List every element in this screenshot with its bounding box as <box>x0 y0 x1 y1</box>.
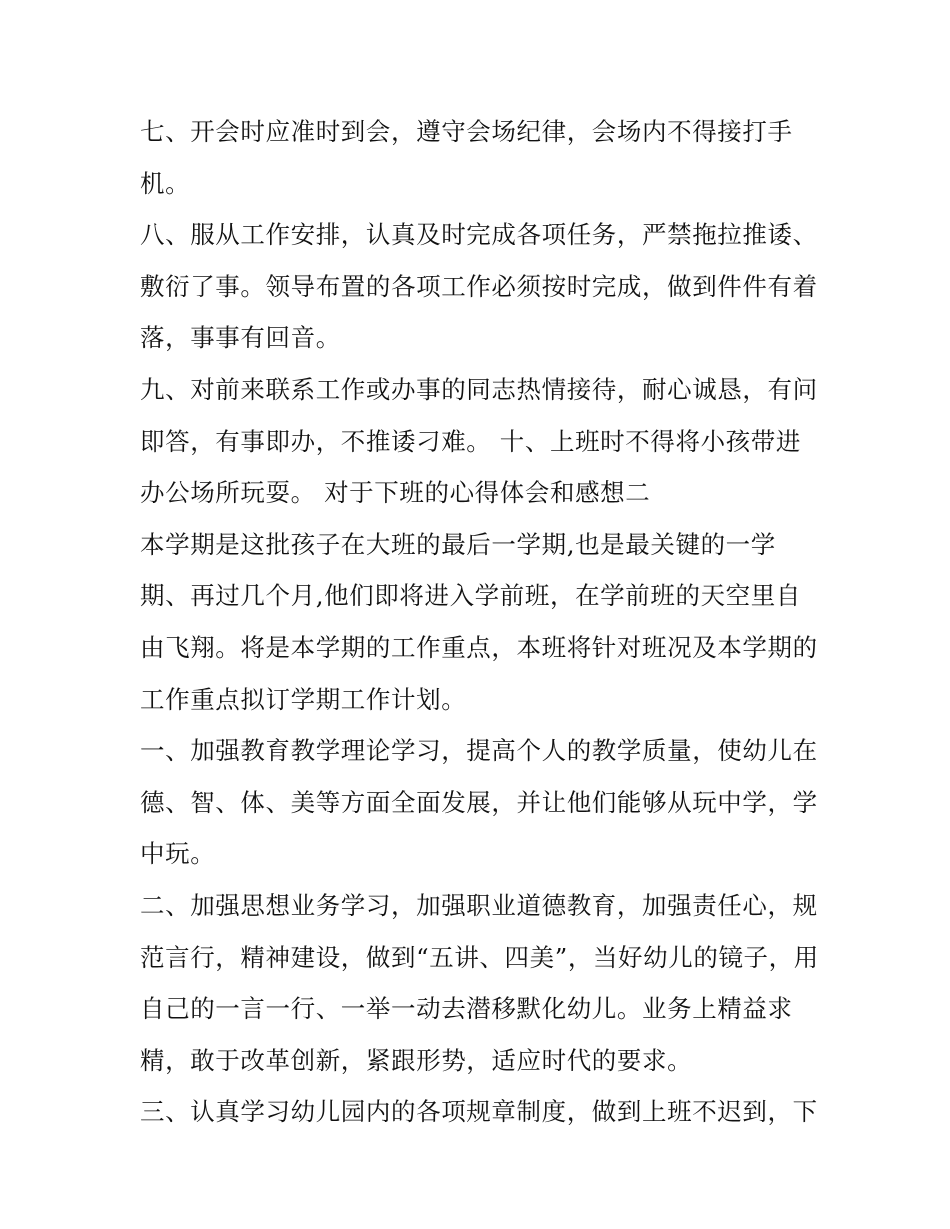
document-body <box>140 106 820 1138</box>
text-line: 九、对前来联系工作或办事的同志热情接待，耐心诚恳，有问 <box>140 374 818 404</box>
text-line: 自己的一言一行、一举一动去潜移默化幼儿。业务上精益求 <box>140 994 793 1024</box>
text-line: 期、再过几个月,他们即将进入学前班，在学前班的天空里自 <box>140 581 801 611</box>
text-line: 三、认真学习幼儿园内的各项规章制度，做到上班不迟到，下 <box>140 1097 818 1127</box>
text-line: 由飞翔。将是本学期的工作重点，本班将针对班况及本学期的 <box>140 632 818 662</box>
text-line: 一、加强教育教学理论学习，提高个人的教学质量，使幼儿在 <box>140 736 818 766</box>
text-line: 落，事事有回音。 <box>140 323 341 353</box>
text-line: 精，敢于改革创新，紧跟形势，适应时代的要求。 <box>140 1045 693 1075</box>
text-line: 八、服从工作安排，认真及时完成各项任务，严禁拖拉推诿、 <box>140 220 818 250</box>
text-line: 德、智、体、美等方面全面发展，并让他们能够从玩中学，学 <box>140 787 818 817</box>
text-line: 即答，有事即办，不推诿刁难。 十、上班时不得将小孩带进 <box>140 426 801 456</box>
text-line: 机。 <box>140 168 191 198</box>
text-line: 工作重点拟订学期工作计划。 <box>140 684 467 714</box>
text-line: 中玩。 <box>140 839 216 869</box>
text-line: 本学期是这批孩子在大班的最后一学期,也是最关键的一学 <box>140 529 776 559</box>
text-line: 二、加强思想业务学习，加强职业道德教育，加强责任心，规 <box>140 890 818 920</box>
text-line: 敷衍了事。领导布置的各项工作必须按时完成，做到件件有着 <box>140 271 818 301</box>
text-line: 范言行，精神建设，做到“五讲、四美”，当好幼儿的镜子，用 <box>140 942 819 972</box>
text-line: 办公场所玩耍。 对于下班的心得体会和感想二 <box>140 478 651 508</box>
text-line: 七、开会时应准时到会，遵守会场纪律，会场内不得接打手 <box>140 117 793 146</box>
